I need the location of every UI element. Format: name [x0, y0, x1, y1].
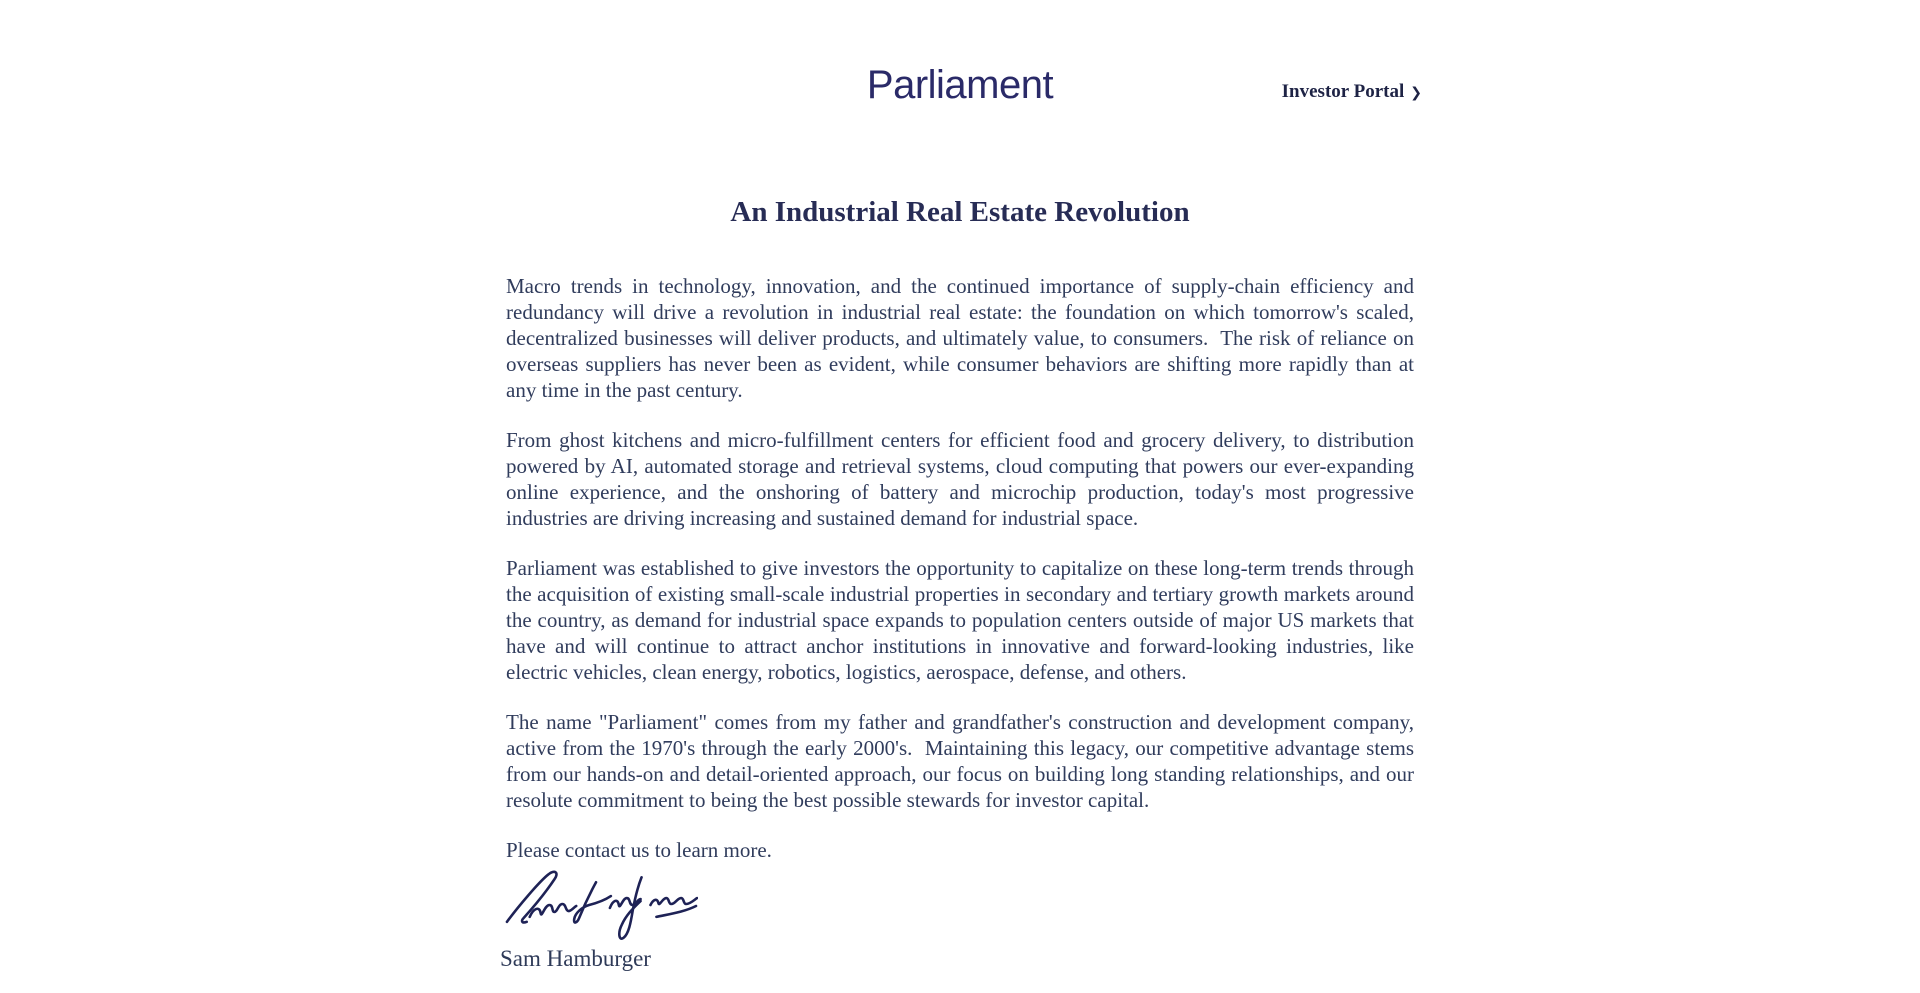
contact-invitation-text: Please contact us to learn more.	[506, 838, 772, 862]
main-content	[500, 196, 1420, 973]
signatory-name: Sam Hamburger	[500, 946, 651, 971]
handwritten-signature-image	[500, 865, 698, 945]
body-paragraph-industries: From ghost kitchens and micro-fulfillment centers for efficient food and grocery delivery, to distribution powered by AI, automated storage and retrieval systems, cloud computing that powers our ever-expanding online experience, and the onshoring of battery and microchip production, today's most progressive industries are driving increasing and sustained demand for industrial space.	[506, 428, 1420, 530]
parliament-logo[interactable]	[845, 62, 1075, 108]
body-paragraph-company-name: The name "Parliament" comes from my father and grandfather's construction and development company, active from the 1970's through the early 2000's. Maintaining this legacy, our competitive advantage stems from our hands-on and detail-oriented approach, our focus on building long standing relationships, and our resolute commitment to being the best possible stewards for investor capital.	[506, 710, 1420, 812]
body-paragraph-macro-trends: Macro trends in technology, innovation, and the continued importance of supply-chain efficiency and redundancy will drive a revolution in industrial real estate: the foundation on which tomorrow's scaled, decentralized businesses will deliver products, and ultimately value, to consumers. The risk of reliance on overseas suppliers has never been as evident, while consumer behaviors are shifting more rapidly than at any time in the past century.	[506, 274, 1420, 402]
page-title: An Industrial Real Estate Revolution	[730, 196, 1190, 228]
investor-portal-link[interactable]	[1282, 82, 1422, 101]
site-header	[506, 0, 1422, 120]
body-paragraph-parliament-mission: Parliament was established to give investors the opportunity to capitalize on these long-term trends through the acquisition of existing small-scale industrial properties in secondary and tertiary growth markets around the country, as demand for industrial space expands to population centers outside of major US markets that have and will continue to attract anchor institutions in innovative and forward-looking industries, like electric vehicles, clean energy, robotics, logistics, aerospace, defense, and others.	[506, 556, 1420, 684]
investor-portal-label: Investor Portal	[1281, 81, 1405, 102]
page-container	[500, 0, 1422, 973]
logo-wordmark: Parliament	[866, 63, 1054, 107]
intro-article	[506, 273, 1420, 863]
signature-block	[500, 865, 1414, 973]
chevron-right-icon: ❯	[1410, 84, 1422, 101]
